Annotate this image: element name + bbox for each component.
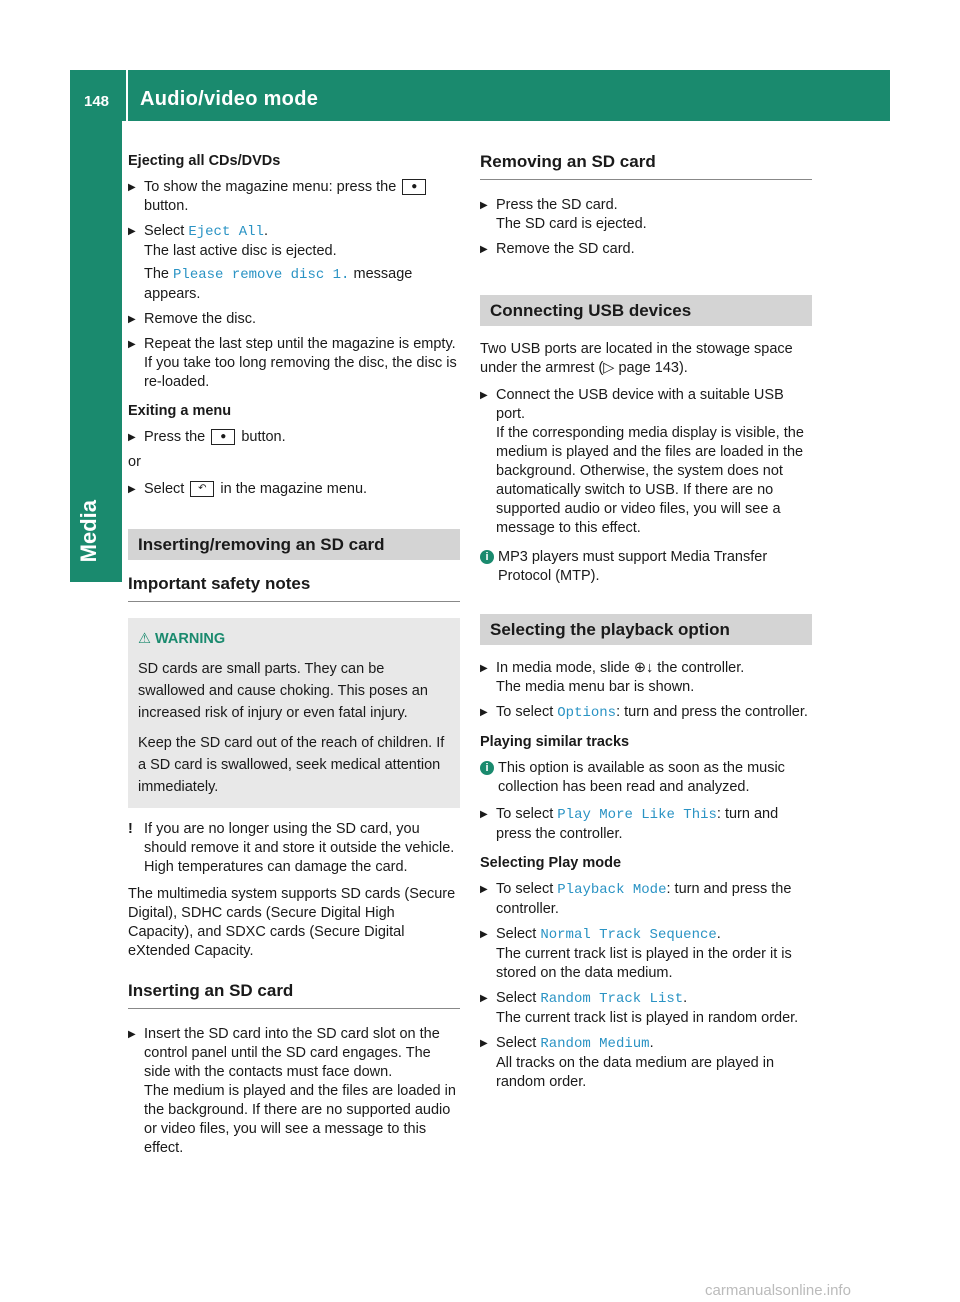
usb-intro: Two USB ports are located in the stowage space under the armrest (▷ page 143). [480, 341, 793, 376]
step-random-medium: ▶ Select Random Medium. All tracks on the data medium are played in random order. [480, 1034, 812, 1092]
step-playback-mode: ▶ To select Playback Mode: turn and press the controller. [480, 880, 812, 919]
step-repeat: ▶ Repeat the last step until the magazine is empty. If you take too long removing the disc, the disc is re-loaded. [128, 335, 460, 392]
step-exit-select: ▶ Select ↶ in the magazine menu. [128, 480, 460, 499]
section-sd-card: Inserting/removing an SD card [128, 529, 460, 560]
left-column [128, 152, 460, 1164]
warning-text-2: Keep the SD card out of the reach of children. If a SD card is swallowed, seek medical attention immediately. [138, 735, 445, 795]
exit-heading: Exiting a menu [128, 403, 232, 419]
side-tab [70, 121, 122, 582]
step-insert-sd: ▶ Insert the SD card into the SD card slot on the control panel until the SD card engages. The side with the contacts must face down. The medium is played and the files are loaded in the background. If there are no supported audio or video files, you will see a message to this effect. [128, 1025, 460, 1158]
info-icon: i [480, 550, 494, 564]
step-random-track: ▶ Select Random Track List. The current track list is played in random order. [480, 989, 812, 1028]
step-connect-usb: ▶ Connect the USB device with a suitable USB port. If the corresponding media display is visible, the medium is played and the files are loaded in the background. Otherwise, the system does not automatically switch to USB. If there are no supported audio or video files, you will see a message to this effect. [480, 386, 812, 538]
similar-info: i This option is available as soon as the music collection has been read and analyzed. [480, 759, 812, 797]
section-playback: Selecting the playback option [480, 614, 812, 645]
header-separator [126, 70, 128, 121]
page-number: 148 [84, 93, 110, 110]
safety-heading: Important safety notes [128, 574, 460, 602]
watermark: carmanualsonline.info [705, 1282, 851, 1299]
step-show-magazine: ▶ To show the magazine menu: press the ● button. [128, 178, 460, 216]
step-remove-disc: ▶ Remove the disc. [128, 310, 460, 329]
random-track-option: Random Track List [540, 991, 684, 1007]
step-exit-press: ▶ Press the ● button. [128, 428, 460, 447]
info-icon: i [480, 761, 494, 775]
page-title: Audio/video mode [140, 88, 319, 110]
mode-heading: Selecting Play mode [480, 855, 622, 871]
right-column [480, 152, 812, 1098]
remove-heading: Removing an SD card [480, 152, 812, 180]
side-tab-label: Media [76, 499, 101, 562]
warning-label: ⚠ WARNING [138, 631, 226, 647]
page-header [70, 70, 890, 121]
options-menu: Options [557, 705, 617, 721]
random-medium-option: Random Medium [540, 1036, 650, 1052]
back-icon: ↶ [190, 481, 214, 497]
step-play-more: ▶ To select Play More Like This: turn and press the controller. [480, 805, 812, 844]
step-slide-controller: ▶ In media mode, slide ⊕↓ the controller. The media menu bar is shown. [480, 659, 812, 697]
or-text: or [128, 454, 141, 470]
step-select-eject: ▶ Select Eject All. The last active disc is ejected. The Please remove disc 1. message appears. [128, 222, 460, 304]
section-usb: Connecting USB devices [480, 295, 812, 326]
normal-sequence-option: Normal Track Sequence [540, 927, 717, 943]
warning-icon: ⚠ [138, 631, 151, 647]
media-button-icon: ● [402, 179, 426, 195]
similar-heading: Playing similar tracks [480, 734, 630, 750]
eject-all-option: Eject All [188, 224, 264, 240]
step-select-options: ▶ To select Options: turn and press the controller. [480, 703, 812, 723]
support-text: The multimedia system supports SD cards (Secure Digital), SDHC cards (Secure Digital High Capacity), and SDXC cards (Secure Digital eXtended Capacity. [128, 886, 456, 959]
warning-box [128, 618, 460, 808]
step-normal-sequence: ▶ Select Normal Track Sequence. The current track list is played in the order it is stored on the data medium. [480, 925, 812, 983]
playback-mode-option: Playback Mode [557, 882, 667, 898]
insert-heading: Inserting an SD card [128, 981, 460, 1009]
caution-icon: ! [128, 821, 133, 837]
note-remove-sd: ! If you are no longer using the SD card, you should remove it and store it outside the vehicle. High temperatures can damage the card. [128, 821, 455, 875]
eject-heading: Ejecting all CDs/DVDs [128, 153, 281, 169]
step-remove-sd: ▶ Remove the SD card. [480, 240, 812, 259]
usb-info: i MP3 players must support Media Transfer Protocol (MTP). [480, 548, 812, 586]
step-press-sd: ▶ Press the SD card. The SD card is ejected. [480, 196, 812, 234]
play-more-option: Play More Like This [557, 807, 717, 823]
remove-disc-message: Please remove disc 1. [173, 267, 350, 283]
media-button-icon: ● [211, 429, 235, 445]
warning-text-1: SD cards are small parts. They can be swallowed and cause choking. This poses an increased risk of injury or even fatal injury. [138, 661, 428, 721]
